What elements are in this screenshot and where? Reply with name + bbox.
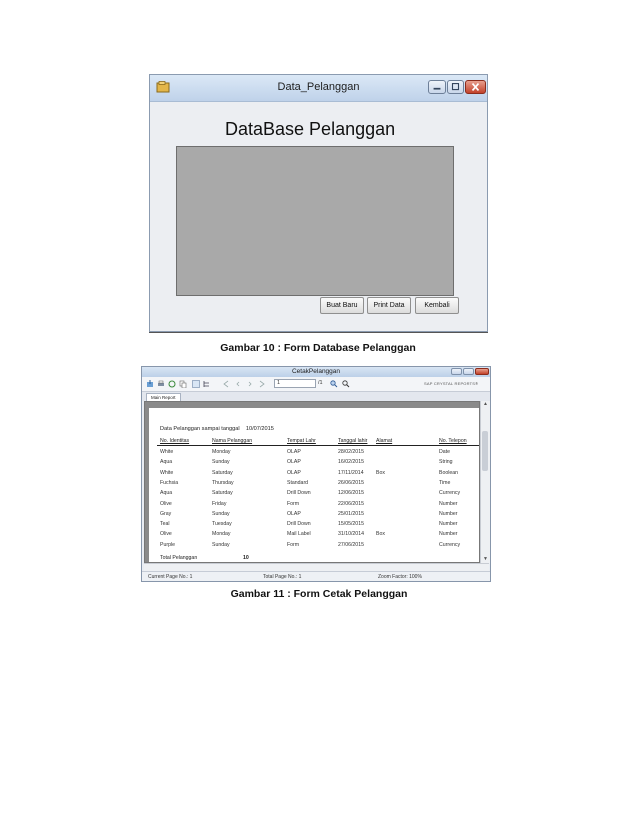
horizontal-scrollbar[interactable] — [144, 563, 489, 571]
total-label: Total Pelanggan — [160, 555, 198, 561]
kembali-button[interactable]: Kembali — [415, 297, 459, 314]
table-cell: 25/01/2015 — [338, 510, 364, 517]
table-cell: 16/02/2015 — [338, 459, 364, 466]
table-cell: Number — [439, 521, 458, 528]
last-page-icon[interactable] — [258, 380, 266, 388]
report-toolbar — [142, 377, 490, 392]
table-cell: Sunday — [212, 510, 230, 517]
table-cell: 12/06/2015 — [338, 490, 364, 497]
table-cell: Currency — [439, 490, 461, 497]
table-cell: String — [439, 459, 453, 466]
table-cell: 28/02/2015 — [338, 449, 364, 455]
total-page-status: Total Page No.: 1 — [263, 574, 302, 580]
table-cell: White — [160, 469, 174, 476]
table-cell: Number — [439, 531, 458, 538]
table-cell: White — [160, 449, 174, 455]
table-cell: Mail Label — [287, 531, 311, 538]
page-number-input[interactable]: 1 — [274, 379, 316, 388]
table-cell: Form — [287, 541, 300, 548]
table-cell: OLAP — [287, 459, 301, 466]
title-bar — [150, 75, 487, 102]
header-rule — [157, 445, 479, 446]
tab-strip — [142, 392, 490, 401]
table-cell: Number — [439, 500, 458, 507]
cetak-pelanggan-window — [141, 366, 491, 582]
page-heading: DataBase Pelanggan — [225, 119, 396, 139]
table-cell: Standard — [287, 479, 309, 486]
maximize-icon — [448, 81, 463, 93]
current-page-status: Current Page No.: 1 — [148, 574, 193, 580]
table-cell: Box — [376, 469, 385, 476]
table-cell: OLAP — [287, 510, 301, 517]
column-header: Tempat Lahr — [287, 438, 316, 444]
table-cell: OLAP — [287, 449, 301, 455]
table-cell: Aqua — [160, 459, 173, 466]
table-cell: Currency — [439, 541, 461, 548]
tab-main-report[interactable]: Main Report — [146, 393, 181, 401]
previous-page-icon[interactable] — [234, 380, 242, 388]
table-cell: Gray — [160, 510, 172, 517]
report-date: 10/07/2015 — [245, 426, 274, 432]
close-button[interactable] — [475, 368, 489, 375]
status-bar — [142, 571, 490, 582]
total-value: 10 — [243, 555, 249, 561]
table-cell: Time — [439, 479, 451, 486]
caption-figure-10: Gambar 10 : Form Database Pelanggan — [220, 342, 416, 354]
minimize-button[interactable] — [451, 368, 462, 375]
export-icon[interactable] — [146, 380, 154, 388]
column-header: Tanggal lahir — [338, 438, 368, 444]
print-icon[interactable] — [157, 380, 165, 388]
figure-divider — [149, 332, 488, 333]
data-pelanggan-window — [149, 74, 488, 332]
column-header: No. Identitas — [160, 438, 190, 444]
table-cell: Box — [376, 531, 385, 538]
print-data-button[interactable]: Print Data — [367, 297, 411, 314]
table-cell: 15/05/2015 — [338, 521, 364, 528]
zoom-icon[interactable] — [342, 380, 350, 388]
table-cell: Date — [439, 449, 450, 455]
refresh-icon[interactable] — [168, 380, 176, 388]
report-viewport — [144, 401, 480, 563]
table-cell: Sunday — [212, 459, 230, 466]
title-bar — [142, 367, 490, 377]
window-title: Data_Pelanggan — [277, 81, 360, 93]
table-cell: Aqua — [160, 490, 173, 497]
table-cell: Drill Down — [287, 490, 311, 497]
close-button[interactable] — [465, 80, 486, 94]
next-page-icon[interactable] — [246, 380, 254, 388]
table-cell: Saturday — [212, 490, 233, 497]
table-cell: 27/06/2015 — [338, 541, 364, 548]
toggle-tree-icon[interactable] — [192, 380, 200, 388]
copy-icon[interactable] — [179, 380, 187, 388]
scroll-down-icon[interactable]: ▼ — [483, 556, 488, 562]
maximize-button[interactable] — [447, 80, 464, 94]
table-cell: Form — [287, 500, 300, 507]
table-cell: OLAP — [287, 469, 301, 476]
table-cell: 26/06/2015 — [338, 479, 364, 486]
column-header: No. Telepon — [439, 438, 467, 444]
table-cell: Olive — [160, 500, 172, 507]
table-cell: Thursday — [212, 479, 234, 486]
crystal-reports-brand: SAP CRYSTAL REPORTS® — [424, 381, 479, 386]
report-page — [149, 408, 480, 563]
table-cell: Tuesday — [212, 521, 232, 528]
scroll-thumb[interactable] — [482, 431, 488, 471]
first-page-icon[interactable] — [222, 380, 230, 388]
maximize-button[interactable] — [463, 368, 474, 375]
table-cell: Number — [439, 510, 458, 517]
table-cell: Drill Down — [287, 521, 311, 528]
column-header: Alamat — [376, 438, 393, 444]
table-cell: Boolean — [439, 469, 459, 476]
group-tree-icon[interactable] — [203, 380, 211, 388]
table-cell: 22/06/2015 — [338, 500, 364, 507]
table-cell: Fuchsia — [160, 479, 179, 486]
report-title — [160, 426, 274, 432]
caption-figure-11: Gambar 11 : Form Cetak Pelanggan — [230, 588, 408, 600]
report-viewer-area — [176, 146, 454, 296]
table-cell: Teal — [160, 521, 170, 528]
minimize-button[interactable] — [428, 80, 446, 94]
vertical-scrollbar[interactable] — [480, 401, 490, 563]
table-cell: Sunday — [212, 541, 230, 548]
table-cell: Friday — [212, 500, 227, 507]
table-cell: 31/10/2014 — [338, 531, 364, 538]
minimize-icon — [429, 81, 445, 93]
zoom-factor-status: Zoom Factor: 100% — [378, 574, 422, 580]
buat-baru-button[interactable]: Buat Baru — [320, 297, 364, 314]
table-cell: Purple — [160, 541, 175, 548]
page-count: /1 — [318, 380, 323, 386]
table-cell: Olive — [160, 531, 172, 538]
scroll-up-icon[interactable]: ▲ — [483, 401, 488, 407]
table-cell: Monday — [212, 531, 231, 538]
window-title: CetakPelanggan — [291, 368, 341, 375]
close-icon — [466, 81, 485, 93]
table-cell: 17/11/2014 — [338, 469, 364, 476]
find-icon[interactable] — [330, 380, 338, 388]
report-title-text: Data Pelanggan sampai tanggal — [160, 426, 240, 432]
table-cell: Saturday — [212, 469, 233, 476]
table-cell: Monday — [212, 449, 231, 455]
column-header: Nama Pelanggan — [212, 438, 253, 444]
